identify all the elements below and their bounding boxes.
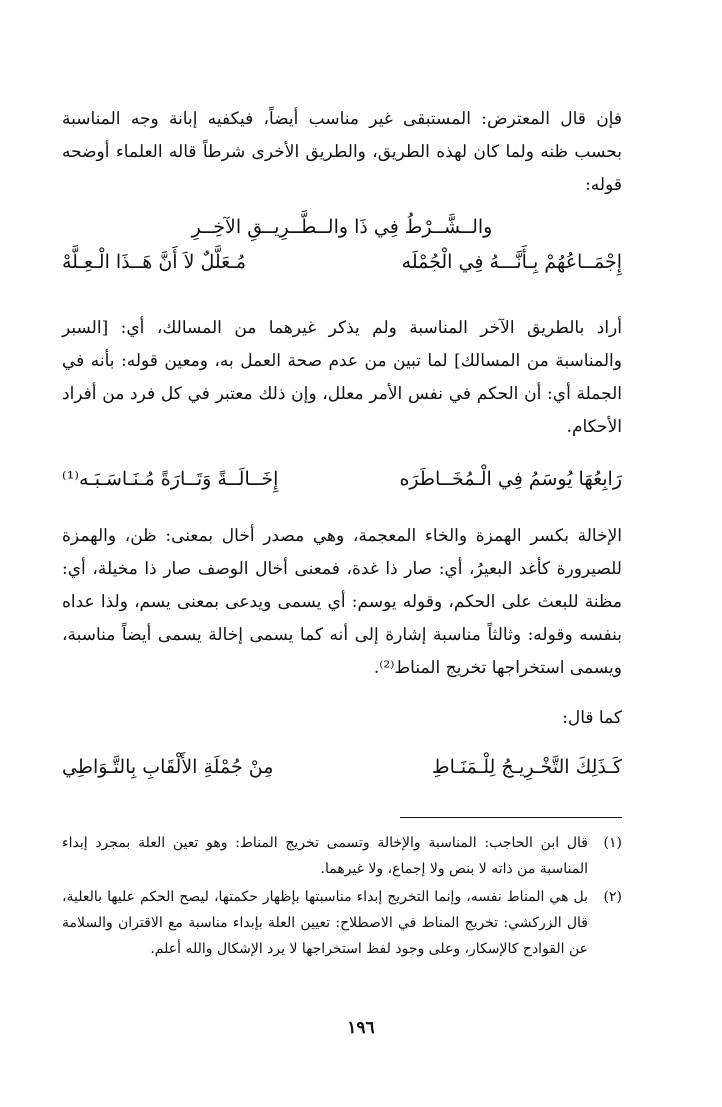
footnote-1-number: (١) — [603, 835, 622, 851]
footnote-1-text: قال ابن الحاجب: المناسبة والإخالة وتسمى تخريج المناط: وهو تعين العلة بمجرد إبداء المناسبة من ذاته لا بنص ولا إجماع، ولا غيرهما. — [62, 835, 588, 877]
paragraph-as-he-said: كما قال: — [562, 708, 622, 728]
verse-2-second-half: إِخَــالَــةً وَتَــارَةً مُـنَـاسَـبَـه⁽¹⁾ — [62, 468, 279, 490]
verse-1-first-hemistich: والــشَّــرْطُ فِي ذَا والــطَّــرِيــقِ الآخِــرِ — [191, 216, 493, 238]
verse-2 — [62, 462, 622, 496]
verse-1-second-first-half: إِجْمَــاعُهُمْ بِـأَنَّـــهُ فِي الْجُمْلَه — [401, 251, 622, 273]
footnote-1 — [62, 830, 622, 882]
verse-1-line-1 — [62, 210, 622, 244]
footnote-2 — [62, 884, 622, 962]
paragraph-explanation: أراد بالطريق الآخر المناسبة ولم يذكر غيرهما من المسالك، أي: [السبر والمناسبة من المسالك] لما تبين من عدم صحة العمل به، ومعين قوله: بأنه في الجملة أي: أن الحكم في نفس الأمر معلل، وإن ذلك معتبر في كل فرد من أفراد الأحكام. — [62, 318, 622, 437]
verse-2-first-half: رَابِعُهَا يُوسَمُ فِي الْـمُخَــاطَرَه — [399, 468, 622, 490]
footnote-separator — [400, 817, 622, 818]
verse-3 — [62, 750, 622, 784]
page-number: ١٩٦ — [347, 1018, 375, 1038]
verse-1-line-2 — [62, 245, 622, 279]
verse-3-second-half: مِنْ جُمْلَةِ الأَلْقَابِ بِالتَّـوَاطِي — [62, 756, 274, 778]
footnote-2-number: (٢) — [603, 889, 622, 905]
paragraph-ikhala: الإخالة بكسر الهمزة والخاء المعجمة، وهي مصدر أخال بمعنى: ظن، والهمزة للصيرورة كأغد البعيرُ، أي: صار ذا غدة، فمعنى أخال الوصف صار ذا مخيلة، أي: مظنة للبعث على الحكم، وقوله يوسم: أي يسمى ويدعى بمعنى يسم، ولذا عداه بنفسه وقوله: وثالثاً مناسبة إشارة إلى أنه كما يسمى إخالة يسمى أيضاً مناسبة، ويسمى استخراجها تخريج المناط⁽²⁾. — [62, 526, 622, 678]
verse-3-first-half: كَـذَلِكَ التَّخْـرِيـجُ لِلْـمَنَـاطِ — [432, 756, 622, 778]
footnote-2-text: بل هي المناط نفسه، وإنما التخريج إبداء مناسبتها بإظهار حكمتها، ليصح الحكم عليها بالعلية، قال الزركشي: تخريج المناط في الاصطلاح: تعيين العلة بإبداء مناسبة مع الاقتران والسلامة عن القوادح كالإسكار، وعلى وجود لفظ استخراجها لا يرد الإشكال والله أعلم. — [62, 889, 588, 957]
verse-1-second-second-half: مُـعَلَّلٌ لاَ أَنَّ هَــذَا الْـعِـلَّهْ — [62, 251, 247, 273]
paragraph-objection: فإن قال المعترض: المستبقى غير مناسب أيضاً، فيكفيه إبانة وجه المناسبة بحسب ظنه ولما كان لهذه الطريق، والطريق الأخرى شرطاً قاله العلماء أوضحه قوله: — [62, 109, 622, 195]
